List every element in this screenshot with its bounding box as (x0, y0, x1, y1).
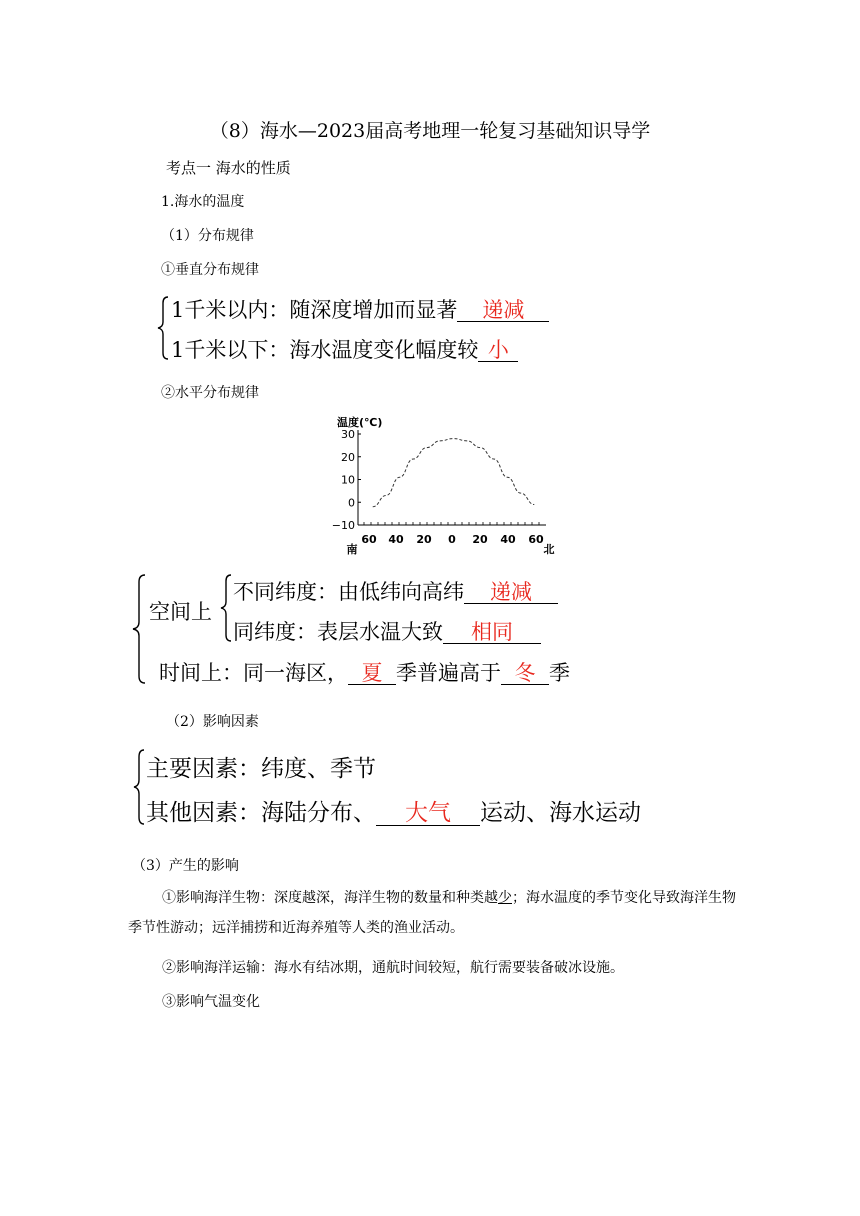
time-label: 时间上：同一海区， (159, 661, 348, 685)
brace-vertical (156, 296, 170, 360)
x-tick-label: 20 (416, 533, 432, 546)
space-label: 空间上 (149, 600, 212, 624)
x-tick-label: 40 (500, 533, 516, 546)
subheading-horizontal: ②水平分布规律 (161, 385, 259, 401)
space-text-1: 不同纬度：由低纬向高纬 (233, 580, 464, 604)
x-tick-label: 60 (528, 533, 544, 546)
answer-space-2: 相同 (471, 620, 513, 644)
y-tick-label: 10 (341, 473, 355, 487)
impact1-underlined: 少 (498, 890, 512, 906)
x-tick-label: 南 (346, 543, 358, 556)
page-title: （8）海水—2023届高考地理一轮复习基础知识导学 (209, 120, 651, 142)
brace-factors (132, 749, 146, 825)
vertical-text-2: 1千米以下：海水温度变化幅度较 (171, 338, 479, 362)
temperature-latitude-chart (328, 410, 560, 558)
space-text-2: 同纬度：表层水温大致 (233, 620, 443, 644)
y-tick-label: 0 (348, 496, 355, 510)
subheading-temperature: 1.海水的温度 (161, 194, 245, 210)
impact-paragraph-3: ③影响气温变化 (162, 994, 260, 1010)
space-line-1 (233, 576, 558, 606)
answer-vertical-1: 递减 (482, 298, 525, 322)
factors-main: 主要因素：纬度、季节 (146, 756, 376, 782)
time-end: 季 (549, 661, 570, 685)
chart-y-label: 温度(℃) (337, 416, 383, 429)
impact-paragraph-2: ②影响海洋运输：海水有结冰期，通航时间较短，航行需要装备破冰设施。 (162, 960, 624, 976)
brace-outer (131, 574, 147, 684)
y-tick-label: −10 (331, 519, 355, 532)
answer-factors: 大气 (405, 800, 451, 826)
y-tick-label: 20 (341, 450, 355, 464)
time-line (159, 657, 570, 687)
space-line-2 (233, 616, 541, 646)
time-mid: 季普遍高于 (396, 661, 501, 685)
chart-series-line (373, 439, 535, 507)
subheading-factors: （2）影响因素 (166, 714, 259, 730)
chart-axes (358, 430, 546, 525)
factors-other-b: 运动、海水运动 (480, 800, 641, 826)
answer-space-1: 递减 (490, 580, 532, 604)
factors-other-a: 其他因素：海陆分布、 (146, 800, 376, 826)
vertical-line-2 (171, 334, 518, 364)
impact-paragraph-1 (128, 883, 738, 943)
factors-other (146, 794, 641, 827)
impact1-text-a: ①影响海洋生物：深度越深，海洋生物的数量和种类越 (162, 890, 498, 906)
impact1-text-b: ；海水温度的季节变化导致海洋生物季节性游动；远洋捕捞和近海养殖等人类的渔业活动。 (128, 890, 736, 936)
answer-vertical-2: 小 (487, 338, 509, 362)
y-tick-label: 30 (341, 428, 355, 441)
vertical-line-1 (171, 294, 549, 324)
subheading-vertical: ①垂直分布规律 (161, 262, 259, 278)
x-tick-label: 40 (388, 533, 404, 546)
x-tick-label: 0 (448, 533, 456, 546)
x-tick-label: 20 (472, 533, 488, 546)
vertical-text-1: 1千米以内：随深度增加而显著 (171, 298, 458, 322)
brace-inner (219, 574, 233, 642)
answer-time-2: 冬 (514, 661, 536, 685)
x-tick-label: 60 (361, 533, 377, 546)
subheading-distribution: （1）分布规律 (161, 228, 254, 244)
subheading-impact: （3）产生的影响 (132, 858, 239, 874)
answer-time-1: 夏 (361, 661, 383, 685)
x-tick-label: 北 (543, 543, 555, 556)
section-heading: 考点一 海水的性质 (166, 159, 291, 177)
